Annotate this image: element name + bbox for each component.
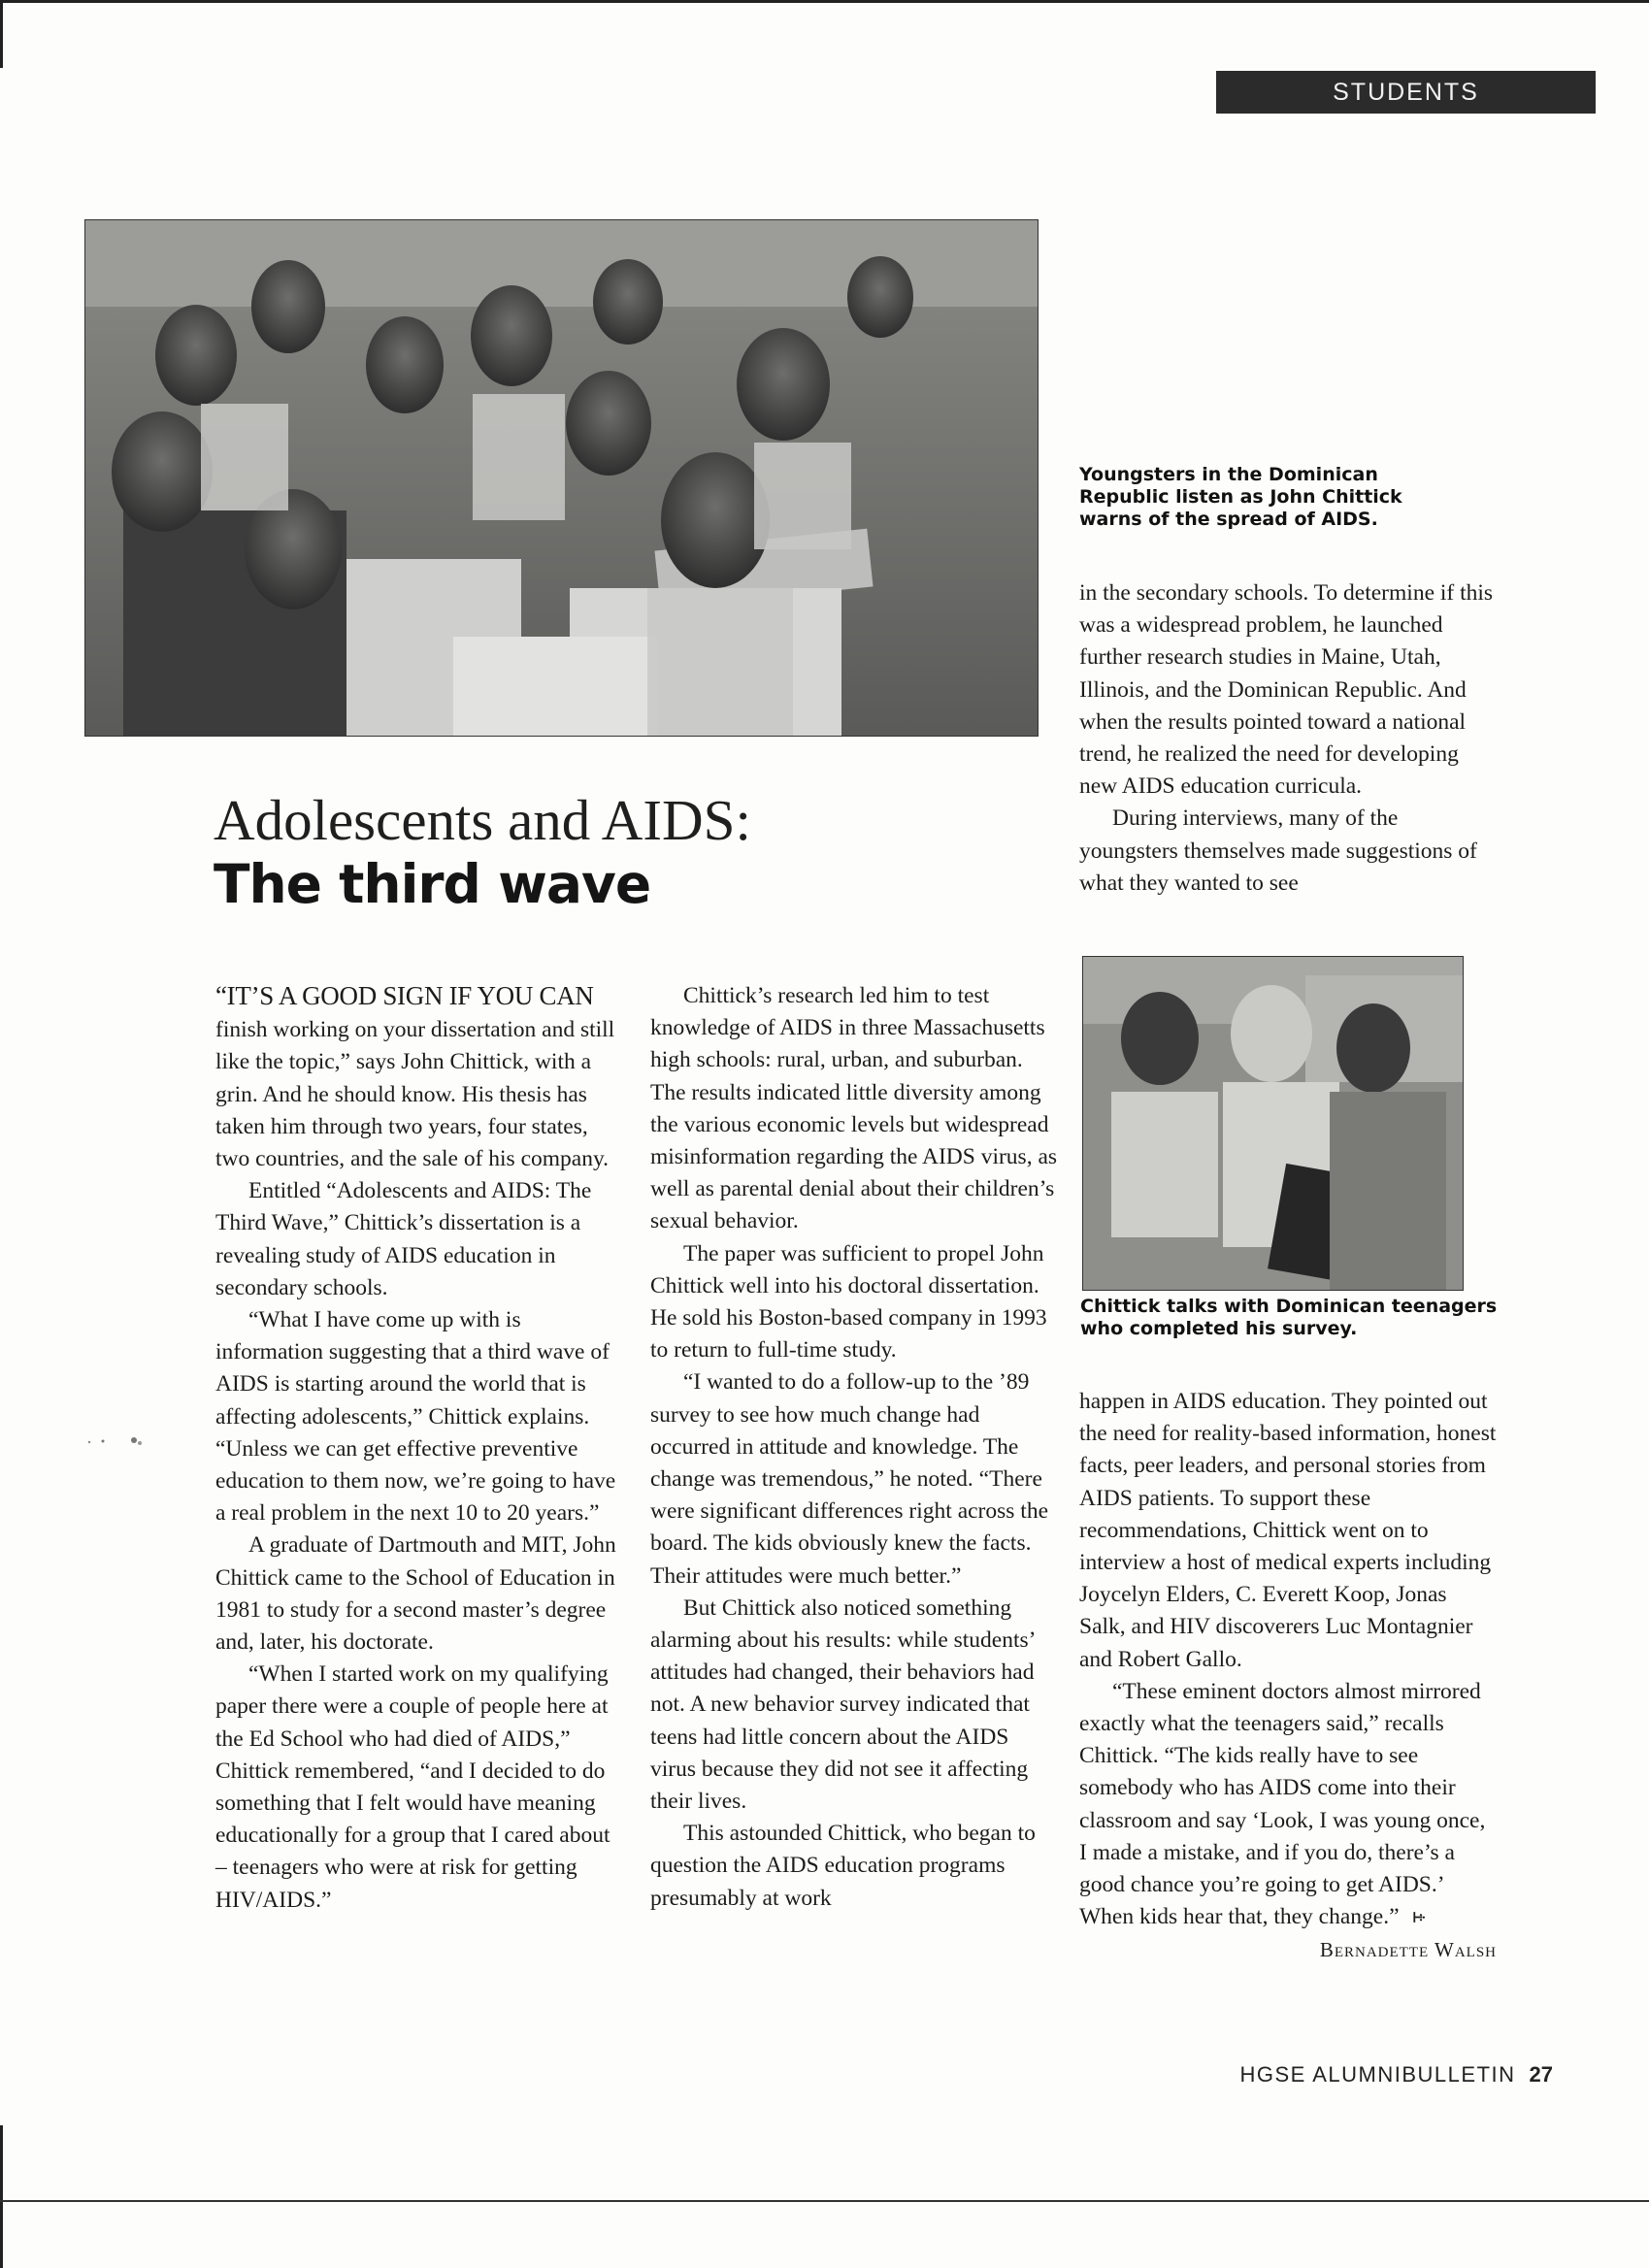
- paragraph: This astounded Chittick, who began to question the AIDS education programs presumably at work: [650, 1821, 1036, 1911]
- scan-speck: [83, 1434, 151, 1448]
- photo-caption-small: Chittick talks with Dominican teenagers who completed his survey.: [1080, 1296, 1498, 1339]
- article-column-1: [215, 980, 625, 1917]
- closing-quote: “These eminent doctors almost mirrored exactly what the teenagers said,” recalls Chittick. “The kids really have to see somebody who has AIDS come into their classroom and say ‘Look, I was young once, I made a mistake, and if you do, there’s a good chance you’re going to get AIDS.’ When kids hear that, they change.”: [1079, 1678, 1486, 1930]
- byline: Bernadette Walsh: [1319, 1938, 1497, 1962]
- scan-edge-bottom: [0, 2200, 1649, 2202]
- article-column-3-top: [1079, 577, 1497, 900]
- headline-subtitle: The third wave: [214, 853, 651, 915]
- paragraph: “When I started work on my qualifying paper there were a couple of people here at the Ed School who had died of AIDS,” Chittick remembered, “and I decided to do something that I felt would have meaning educationally for a group that I cared about – teenagers who were at risk for getting HIV/AIDS.”: [215, 1661, 610, 1913]
- classroom-photo: [84, 219, 1039, 737]
- photo-caption-main: Youngsters in the Dominican Republic listen as John Chittick warns of the spread of AIDS.: [1079, 464, 1402, 530]
- paragraph: in the secondary schools. To determine if this was a widespread problem, he launched further research studies in Maine, Utah, Illinois, and the Dominican Republic. And when the results pointed toward a national trend, he realized the need for developing new AIDS education curricula.: [1079, 580, 1494, 800]
- scan-edge-left: [0, 0, 3, 68]
- paragraph: Entitled “Adolescents and AIDS: The Third Wave,” Chittick’s dissertation is a revealing study of AIDS education in secondary schools.: [215, 1178, 592, 1300]
- lead-caps: “IT’S A GOOD SIGN IF YOU CAN: [215, 981, 594, 1010]
- paragraph: But Chittick also noticed something alarming about his results: while students’ attitudes had changed, their behaviors had not. A new behavior survey indicated that teens had little concern about the AIDS virus because they did not see it affecting their lives.: [650, 1594, 1035, 1815]
- paragraph: [1079, 1676, 1497, 1935]
- page-footer: [1145, 2062, 1553, 2087]
- end-mark-icon: ꔝ: [1412, 1908, 1427, 1929]
- paragraph: The paper was sufficient to propel John Chittick well into his doctoral dissertation. He sold his Boston-based company in 1993 to return to full-time study.: [650, 1240, 1047, 1364]
- publication-name: HGSE ALUMNIBULLETIN: [1239, 2062, 1516, 2087]
- chittick-teenagers-photo: [1082, 956, 1464, 1291]
- lead-paragraph: [215, 980, 625, 1175]
- paragraph: Chittick’s research led him to test knowledge of AIDS in three Massachusetts high schools: rural, urban, and suburban. The results indicated little diversity among the various economic levels but widespread misinformation regarding the AIDS virus, as well as parental denial about their children’s sexual behavior.: [650, 983, 1058, 1234]
- paragraph: happen in AIDS education. They pointed out the need for reality-based information, honest facts, peer leaders, and personal stories from AIDS patients. To support these recommendations, Chittick went on to interview a host of medical experts including Joycelyn Elders, C. Everett Koop, Jonas Salk, and HIV discoverers Luc Montagnier and Robert Gallo.: [1079, 1389, 1497, 1672]
- paragraph: During interviews, many of the youngsters themselves made suggestions of what they wanted to see: [1079, 805, 1477, 896]
- article-column-3-bottom: [1079, 1386, 1497, 1967]
- headline-title: Adolescents and AIDS:: [214, 788, 751, 852]
- section-banner: STUDENTS: [1216, 71, 1596, 114]
- lead-text: finish working on your dissertation and still like the topic,” says John Chittick, with a grin. And he should know. His thesis has taken him through two years, four states, two countries, and the sale of his company.: [215, 1017, 615, 1172]
- paragraph: A graduate of Dartmouth and MIT, John Chittick came to the School of Education in 1981 to study for a second master’s degree and, later, his doctorate.: [215, 1532, 616, 1656]
- article-headline: [214, 788, 1009, 916]
- page-number: 27: [1529, 2062, 1553, 2087]
- paragraph: “I wanted to do a follow-up to the ’89 survey to see how much change had occurred in attitude and knowledge. The change was tremendous,” he noted. “There were significant differences right across the board. The kids obviously knew the facts. Their attitudes were much better.”: [650, 1369, 1048, 1589]
- paragraph: “What I have come up with is information suggesting that a third wave of AIDS is starting around the world that is affecting adolescents,” Chittick explains. “Unless we can get effective preventive education to them now, we’re going to have a real problem in the next 10 to 20 years.”: [215, 1307, 616, 1527]
- article-column-2: [650, 980, 1058, 1915]
- scan-edge-top: [0, 0, 1649, 3]
- scan-edge-left-lower: [0, 2125, 3, 2268]
